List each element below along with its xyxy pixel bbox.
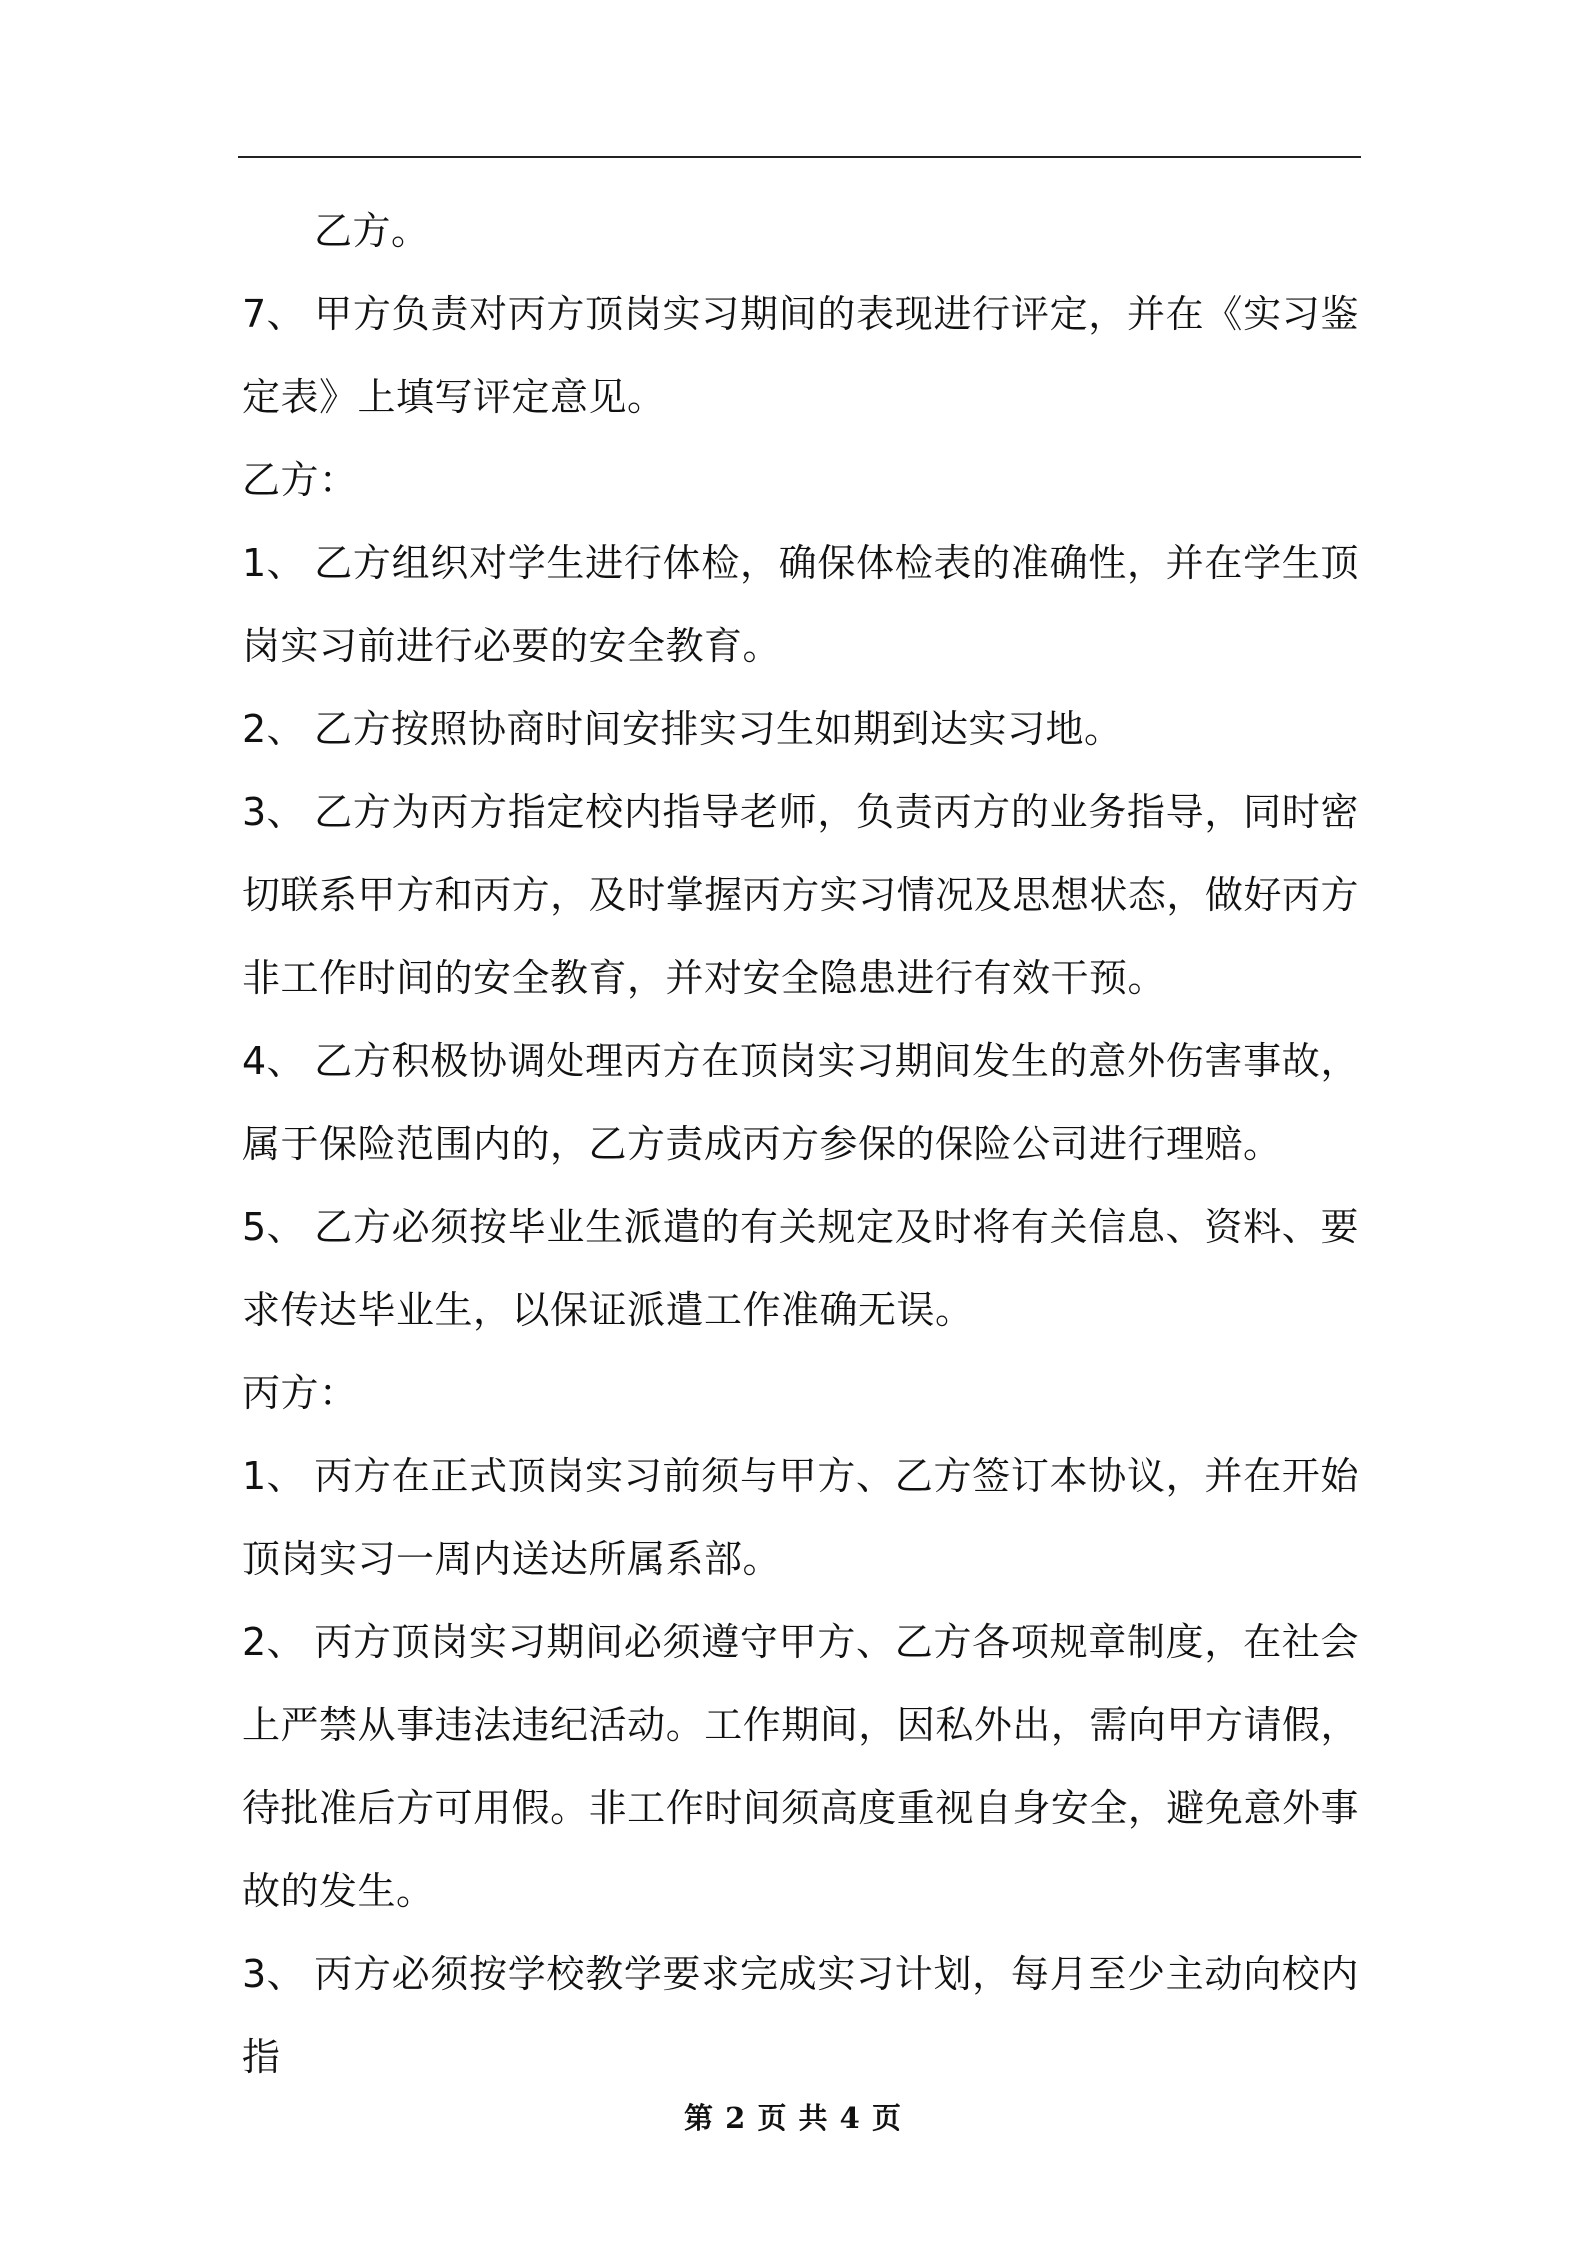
- paragraph: [242, 1933, 1359, 2099]
- paragraph: [242, 688, 1359, 771]
- paragraph-text: 丙方在正式顶岗实习前须与甲方、乙方签订本协议，并在开始顶岗实习一周内送达所属系部。: [242, 1454, 1359, 1581]
- page-current: 2: [725, 2101, 747, 2135]
- paragraph-text: 乙方组织对学生进行体检，确保体检表的准确性，并在学生顶岗实习前进行必要的安全教育。: [242, 541, 1359, 668]
- paragraph-number: 4、: [242, 1039, 306, 1083]
- paragraph: [242, 771, 1359, 1020]
- paragraph-text: 乙方必须按毕业生派遣的有关规定及时将有关信息、资料、要求传达毕业生，以保证派遣工作准确无误。: [242, 1205, 1359, 1332]
- page-suffix: 页: [871, 2101, 902, 2135]
- paragraph-number: 2、: [242, 707, 306, 751]
- paragraph-number: 1、: [242, 1454, 306, 1498]
- paragraph-text: 丙方顶岗实习期间必须遵守甲方、乙方各项规章制度，在社会上严禁从事违法违纪活动。工作期间，因私外出，需向甲方请假，待批准后方可用假。非工作时间须高度重视自身安全，避免意外事故的发生。: [242, 1620, 1359, 1913]
- paragraph: [242, 1020, 1359, 1186]
- section-heading-text: 丙方：: [242, 1371, 358, 1415]
- paragraph-text: 丙方必须按学校教学要求完成实习计划，每月至少主动向校内指: [242, 1952, 1359, 2079]
- paragraph: [242, 1601, 1359, 1933]
- paragraph: [242, 522, 1359, 688]
- section-heading: [242, 1352, 1359, 1435]
- paragraph: [242, 1186, 1359, 1352]
- page-mid: 页 共: [757, 2101, 829, 2135]
- page-prefix: 第: [684, 2101, 715, 2135]
- section-heading-text: 乙方：: [242, 458, 358, 502]
- paragraph-text: 乙方按照协商时间安排实习生如期到达实习地。: [314, 707, 1123, 751]
- paragraph-number: 3、: [242, 1952, 306, 1996]
- paragraph-number: 7、: [242, 292, 306, 336]
- paragraph-text: 乙方。: [314, 209, 430, 253]
- paragraph-text: 乙方积极协调处理丙方在顶岗实习期间发生的意外伤害事故，属于保险范围内的，乙方责成丙方参保的保险公司进行理赔。: [242, 1039, 1359, 1166]
- paragraph-number: 5、: [242, 1205, 306, 1249]
- paragraph-number: 2、: [242, 1620, 306, 1664]
- paragraph-text: 乙方为丙方指定校内指导老师，负责丙方的业务指导，同时密切联系甲方和丙方，及时掌握丙方实习情况及思想状态，做好丙方非工作时间的安全教育，并对安全隐患进行有效干预。: [242, 790, 1359, 1000]
- paragraph-number: 3、: [242, 790, 306, 834]
- header-rule: [238, 156, 1361, 158]
- paragraph-text: 甲方负责对丙方顶岗实习期间的表现进行评定，并在《实习鉴定表》上填写评定意见。: [242, 292, 1359, 419]
- document-body: [242, 190, 1359, 2099]
- paragraph: [242, 190, 1359, 273]
- paragraph: [242, 1435, 1359, 1601]
- page-footer: [0, 2096, 1586, 2137]
- paragraph-number: 1、: [242, 541, 306, 585]
- section-heading: [242, 439, 1359, 522]
- paragraph: [242, 273, 1359, 439]
- page-total: 4: [839, 2101, 861, 2135]
